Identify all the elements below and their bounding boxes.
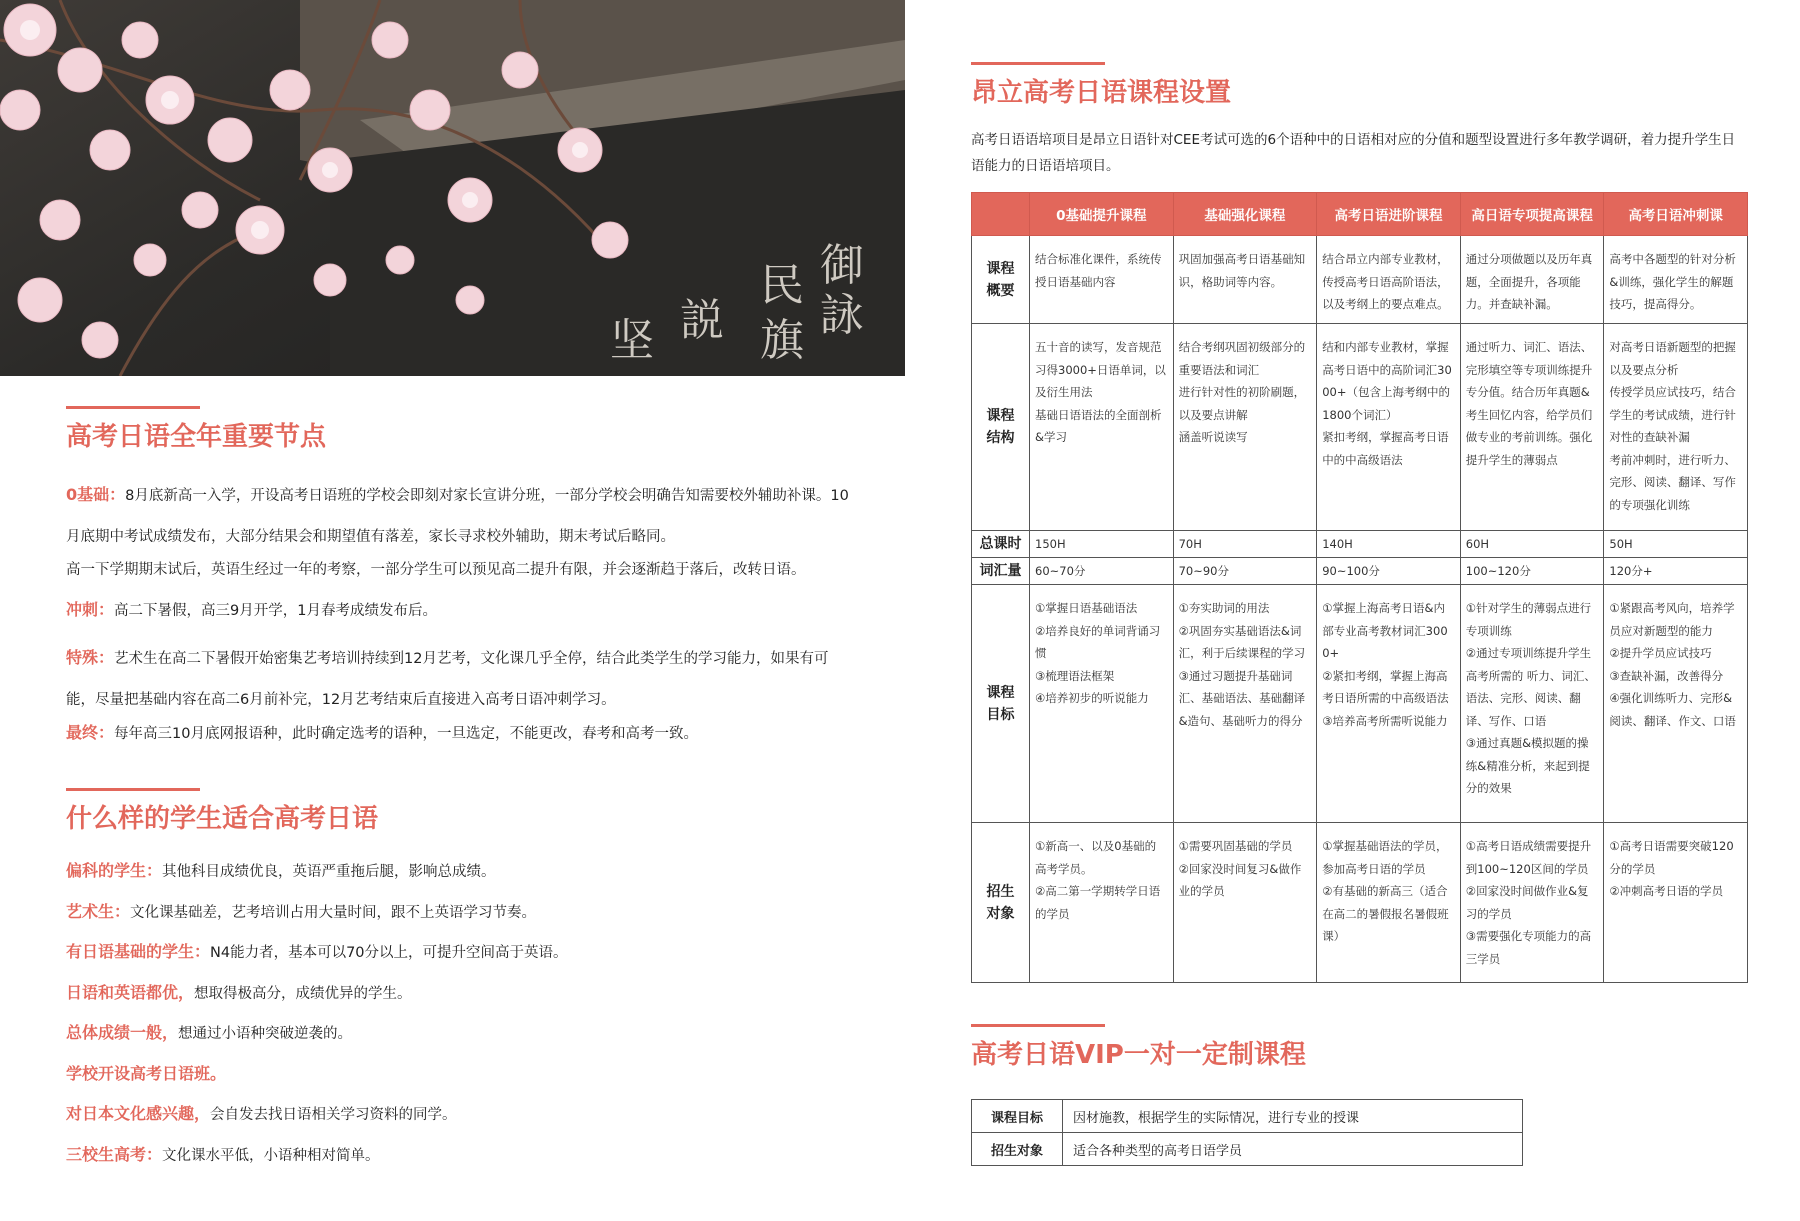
student-type-label: 艺术生： bbox=[66, 902, 131, 921]
course-table-row bbox=[972, 823, 1748, 983]
milestone-item bbox=[66, 637, 856, 721]
student-type-text: 文化课水平低，小语种相对简单。 bbox=[162, 1148, 380, 1164]
student-type-item bbox=[66, 1061, 856, 1084]
header-course: 高考日语进阶课程 bbox=[1317, 193, 1461, 236]
course-cell: 五十音的读写，发音规范 习得3000+日语单词，以及衍生用法 基础日语语法的全面剖析&学习 bbox=[1030, 324, 1174, 531]
student-type-label: 日语和英语都优， bbox=[66, 983, 195, 1002]
vip-key: 招生对象 bbox=[972, 1133, 1063, 1166]
header-course: 基础强化课程 bbox=[1173, 193, 1317, 236]
header-course: 高日语专项提高课程 bbox=[1460, 193, 1604, 236]
student-type-label: 对日本文化感兴趣， bbox=[66, 1104, 211, 1123]
section-title-suitable-students: 什么样的学生适合高考日语 bbox=[66, 804, 379, 834]
course-table-header-row bbox=[972, 193, 1748, 236]
course-cell: 140H bbox=[1317, 531, 1461, 558]
course-cell: 结合昂立内部专业教材，传授高考日语高阶语法，以及考纲上的要点难点。 bbox=[1317, 236, 1461, 324]
section-accent-bar bbox=[66, 406, 200, 409]
milestone-item bbox=[66, 720, 856, 743]
section-accent-bar bbox=[66, 788, 200, 791]
milestone-label: 最终： bbox=[66, 723, 115, 742]
vip-row bbox=[972, 1133, 1523, 1166]
course-cell: ①掌握日语基础语法 ②培养良好的单词背诵习惯 ③梳理语法框架 ④培养初步的听说能力 bbox=[1030, 585, 1174, 823]
calligraphy-char: 旗 bbox=[760, 315, 804, 366]
course-cell: 60~70分 bbox=[1030, 558, 1174, 585]
section-accent-bar bbox=[971, 1024, 1105, 1027]
student-type-item bbox=[66, 858, 856, 881]
student-type-text: 会自发去找日语相关学习资料的同学。 bbox=[210, 1107, 457, 1123]
milestone-item bbox=[66, 597, 856, 620]
header-corner bbox=[972, 193, 1030, 236]
student-type-label: 学校开设高考日语班。 bbox=[66, 1064, 227, 1083]
milestone-item bbox=[66, 558, 856, 579]
section-title-vip: 高考日语VIP一对一定制课程 bbox=[971, 1040, 1306, 1070]
course-cell: 巩固加强高考日语基础知识，格助词等内容。 bbox=[1173, 236, 1317, 324]
student-type-item bbox=[66, 939, 856, 962]
course-table-row bbox=[972, 236, 1748, 324]
student-type-label: 三校生高考： bbox=[66, 1145, 163, 1164]
milestone-text: 艺术生在高二下暑假开始密集艺考培训持续到12月艺考，文化课几乎全停，结合此类学生的学习能力，如果有可能，尽量把基础内容在高二6月前补完，12月艺考结束后直接进入高考日语冲刺学习。 bbox=[66, 651, 829, 708]
course-cell: 70H bbox=[1173, 531, 1317, 558]
row-header: 课程目标 bbox=[972, 585, 1030, 823]
calligraphy-char: 詠 bbox=[820, 290, 864, 341]
milestone-text: 高二下暑假，高三9月开学，1月春考成绩发布后。 bbox=[114, 603, 437, 619]
photo-illustration bbox=[0, 0, 905, 376]
course-cell: ①掌握基础语法的学员，参加高考日语的学员 ②有基础的新高三（适合在高二的暑假报名暑假班课） bbox=[1317, 823, 1461, 983]
row-header: 招生对象 bbox=[972, 823, 1030, 983]
course-table-row bbox=[972, 558, 1748, 585]
student-type-text: 想通过小语种突破逆袭的。 bbox=[178, 1026, 353, 1042]
student-type-item bbox=[66, 980, 856, 1003]
calligraphy-char: 説 bbox=[680, 295, 724, 346]
student-type-label: 偏科的学生： bbox=[66, 861, 163, 880]
student-type-item bbox=[66, 1020, 856, 1043]
course-cell: 通过听力、词汇、语法、完形填空等专项训练提升专分值。结合历年真题&考生回忆内容，给学员们做专业的考前训练。强化提升学生的薄弱点 bbox=[1460, 324, 1604, 531]
student-type-item bbox=[66, 1101, 856, 1124]
vip-table bbox=[971, 1099, 1523, 1166]
course-cell: 90~100分 bbox=[1317, 558, 1461, 585]
course-cell: ①高考日语需要突破120分的学员 ②冲刺高考日语的学员 bbox=[1604, 823, 1748, 983]
vip-key: 课程目标 bbox=[972, 1100, 1063, 1133]
student-type-label: 总体成绩一般， bbox=[66, 1023, 179, 1042]
course-cell: 120分+ bbox=[1604, 558, 1748, 585]
cherry-blossom-photo bbox=[0, 0, 905, 376]
student-type-text: 文化课基础差，艺考培训占用大量时间，跟不上英语学习节奏。 bbox=[130, 905, 537, 921]
course-table-body bbox=[972, 236, 1748, 983]
course-cell: ①针对学生的薄弱点进行专项训练 ②通过专项训练提升学生高考所需的 听力、词汇、语法、完形、阅读、翻译、写作、口语 ③通过真题&模拟题的操练&精准分析，来起到提分的效果 bbox=[1460, 585, 1604, 823]
row-header: 课程概要 bbox=[972, 236, 1030, 324]
row-header: 词汇量 bbox=[972, 558, 1030, 585]
course-cell: 对高考日语新题型的把握以及要点分析 传授学员应试技巧，结合学生的考试成绩，进行针对性的查缺补漏 考前冲刺时，进行听力、完形、阅读、翻译、写作的专项强化训练 bbox=[1604, 324, 1748, 531]
milestone-text: 每年高三10月底网报语种，此时确定选考的语种，一旦选定，不能更改，春考和高考一致。 bbox=[114, 726, 698, 742]
course-cell: 结合标准化课件，系统传授日语基础内容 bbox=[1030, 236, 1174, 324]
student-type-text: N4能力者，基本可以70分以上，可提升空间高于英语。 bbox=[210, 945, 568, 961]
student-type-item bbox=[66, 899, 856, 922]
calligraphy-char: 民 bbox=[760, 260, 804, 311]
student-type-text: 想取得极高分，成绩优异的学生。 bbox=[194, 986, 412, 1002]
row-header: 课程结构 bbox=[972, 324, 1030, 531]
course-table-row bbox=[972, 324, 1748, 531]
course-cell: 高考中各题型的针对分析&训练，强化学生的解题技巧，提高得分。 bbox=[1604, 236, 1748, 324]
course-cell: ①夯实助词的用法 ②巩固夯实基础语法&词汇，利于后续课程的学习 ③通过习题提升基础词汇、基础语法、基础翻译&造句、基础听力的得分 bbox=[1173, 585, 1317, 823]
course-cell: 100~120分 bbox=[1460, 558, 1604, 585]
course-intro-text: 高考日语语培项目是昂立日语针对CEE考试可选的6个语种中的日语相对应的分值和题型设置进行多年教学调研，着力提升学生日语能力的日语语培项目。 bbox=[971, 132, 1736, 174]
header-course: 高考日语冲刺课 bbox=[1604, 193, 1748, 236]
milestone-label: 冲刺： bbox=[66, 600, 115, 619]
course-table-row bbox=[972, 531, 1748, 558]
milestone-text: 8月底新高一入学，开设高考日语班的学校会即刻对家长宣讲分班，一部分学校会明确告知需要校外辅助补课。10月底期中考试成绩发布，大部分结果会和期望值有落差，家长寻求校外辅助，期末考试后略同。 bbox=[66, 488, 849, 545]
student-type-label: 有日语基础的学生： bbox=[66, 942, 211, 961]
student-type-text: 其他科目成绩优良，英语严重拖后腿，影响总成绩。 bbox=[162, 864, 496, 880]
milestone-text: 高一下学期期末试后，英语生经过一年的考察，一部分学生可以预见高二提升有限，并会逐渐趋于落后，改转日语。 bbox=[66, 562, 806, 578]
milestone-label: 特殊： bbox=[66, 648, 115, 667]
course-table bbox=[971, 192, 1748, 983]
course-cell: ①新高一、以及0基础的高考学员。 ②高二第一学期转学日语的学员 bbox=[1030, 823, 1174, 983]
section-title-course-settings: 昂立高考日语课程设置 bbox=[971, 78, 1232, 108]
course-cell: ①紧跟高考风向，培养学员应对新题型的能力 ②提升学员应试技巧 ③查缺补漏，改善得分 ④强化训练听力、完形&阅读、翻译、作文、口语 bbox=[1604, 585, 1748, 823]
course-cell: 结合考纲巩固初级部分的重要语法和词汇 进行针对性的初阶刷题，以及要点讲解 涵盖听说读写 bbox=[1173, 324, 1317, 531]
row-header: 总课时 bbox=[972, 531, 1030, 558]
course-cell: 结和内部专业教材，掌握高考日语中的高阶词汇3000+（包含上海考纲中的1800个词汇） 紧扣考纲，掌握高考日语中的中高级语法 bbox=[1317, 324, 1461, 531]
course-cell: ①掌握上海高考日语&内部专业高考教材词汇3000+ ②紧扣考纲，掌握上海高考日语所需的中高级语法 ③培养高考所需听说能力 bbox=[1317, 585, 1461, 823]
header-course: 0基础提升课程 bbox=[1030, 193, 1174, 236]
vip-value: 适合各种类型的高考日语学员 bbox=[1063, 1133, 1523, 1166]
course-cell: ①高考日语成绩需要提升到100~120区间的学员 ②回家没时间做作业&复习的学员 ③需要强化专项能力的高三学员 bbox=[1460, 823, 1604, 983]
course-cell: 50H bbox=[1604, 531, 1748, 558]
vip-row bbox=[972, 1100, 1523, 1133]
vip-value: 因材施教，根据学生的实际情况，进行专业的授课 bbox=[1063, 1100, 1523, 1133]
calligraphy-char: 御 bbox=[820, 240, 864, 291]
course-cell: ①需要巩固基础的学员 ②回家没时间复习&做作业的学员 bbox=[1173, 823, 1317, 983]
student-type-item bbox=[66, 1142, 856, 1165]
milestone-label: 0基础： bbox=[66, 485, 126, 504]
course-cell: 60H bbox=[1460, 531, 1604, 558]
course-cell: 150H bbox=[1030, 531, 1174, 558]
section-title-milestones: 高考日语全年重要节点 bbox=[66, 422, 327, 452]
calligraphy-char: 坚 bbox=[610, 315, 654, 366]
section-accent-bar bbox=[971, 62, 1105, 65]
course-cell: 通过分项做题以及历年真题，全面提升，各项能力。并查缺补漏。 bbox=[1460, 236, 1604, 324]
milestone-item bbox=[66, 474, 856, 558]
course-cell: 70~90分 bbox=[1173, 558, 1317, 585]
course-table-row bbox=[972, 585, 1748, 823]
